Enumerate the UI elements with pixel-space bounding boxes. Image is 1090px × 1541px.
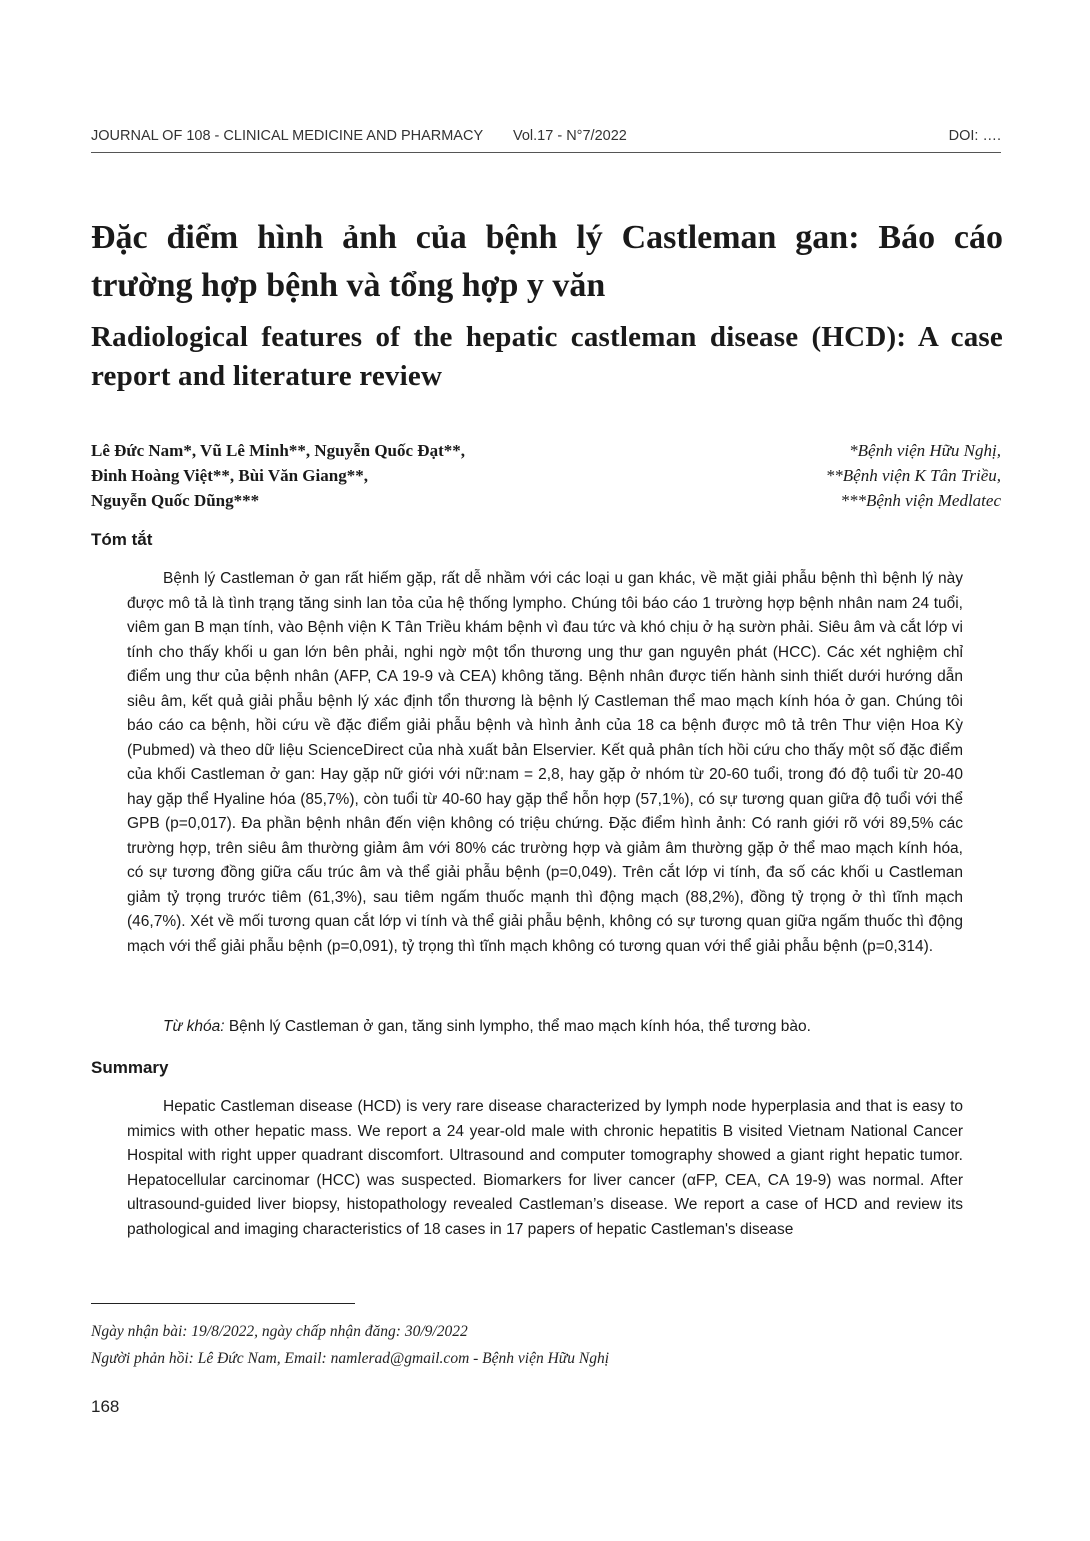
affiliation-line: *Bệnh viện Hữu Nghị, [849,441,1001,460]
author-line: Đinh Hoàng Việt**, Bùi Văn Giang**, [91,466,368,485]
footnote-correspondence: Người phản hồi: Lê Đức Nam, Email: namlerad@gmail.com - Bệnh viện Hữu Nghị [91,1350,610,1367]
keywords [163,1016,963,1038]
keywords-label: Từ khóa: [163,1018,225,1035]
author-line: Lê Đức Nam*, Vũ Lê Minh**, Nguyễn Quốc Đạt**, [91,441,465,460]
journal-volume: Vol.17 - N°7/2022 [513,128,627,144]
abstract-heading: Tóm tắt [91,530,153,549]
author-list [91,438,651,513]
affiliation-line: **Bệnh viện K Tân Triều, [825,466,1001,485]
article-title-english: Radiological features of the hepatic castleman disease (HCD): A case report and literature review [91,321,1003,392]
summary-english: Hepatic Castleman disease (HCD) is very rare disease characterized by lymph node hyperplasia and that is easy to mimics with other hepatic mass. We report a 24 year-old male with chronic hepatitis B visited Vietnam National Cancer Hospital with right upper quadrant discomfort. Ultrasound and computer tomography showed a giant right hepatic tumor. Hepatocellular carcinomar (HCC) was suspected. Biomarkers for liver cancer (αFP, CEA, CA 19-9) was normal. After ultrasound-guided liver biopsy, histopathology revealed Castleman’s disease. We report a case of HCD and review its pathological and imaging characteristics of 18 cases in 17 papers of hepatic Castleman's disease [127,1098,963,1238]
page-number: 168 [91,1397,120,1416]
footnote-divider [91,1303,355,1304]
affiliation-list [601,438,1001,513]
affiliation-line: ***Bệnh viện Medlatec [840,491,1001,510]
doi-label: DOI: …. [948,128,1001,144]
keywords-text: Bệnh lý Castleman ở gan, tăng sinh lympho, thể mao mạch kính hóa, thể tương bào. [224,1018,811,1035]
summary-heading: Summary [91,1058,169,1077]
article-title-vietnamese: Đặc điểm hình ảnh của bệnh lý Castleman gan: Báo cáo trường hợp bệnh và tổng hợp y văn [91,219,1003,304]
running-header [91,128,1001,150]
abstract-vietnamese: Bệnh lý Castleman ở gan rất hiếm gặp, rất dễ nhầm với các loại u gan khác, về mặt giải phẫu bệnh thì bệnh lý này được mô tả là tình trạng tăng sinh lan tỏa của hệ thống lympho. Chúng tôi báo cáo 1 trường hợp bệnh nhân nam 24 tuổi, viêm gan B mạn tính, vào Bệnh viện K Tân Triều khám bệnh vì đau tức và khó chịu ở hạ sườn phải. Siêu âm và cắt lớp vi tính cho thấy khối u gan lớn bên phải, nghi ngờ một tổn thương ung thư gan nguyên phát (HCC). Các xét nghiệm chỉ điểm ung thư của bệnh nhân (AFP, CA 19-9 và CEA) không tăng. Bệnh nhân được tiến hành sinh thiết dưới hướng dẫn siêu âm, kết quả giải phẫu bệnh lý xác định tổn thương là bệnh lý Castleman thể mao mạch kính hóa ở gan. Chúng tôi báo cáo ca bệnh, hồi cứu về đặc điểm giải phẫu bệnh và hình ảnh của 18 ca bệnh được mô tả trên Thư viện Hoa Kỳ (Pubmed) và theo dữ liệu ScienceDirect của nhà xuất bản Elservier. Kết quả phân tích hồi cứu cho thấy một số đặc điểm của khối Castleman ở gan: Hay gặp nữ giới với nữ:nam = 2,8, hay gặp ở nhóm từ 20-60 tuổi, trong đó độ tuổi từ 20-40 hay gặp thể Hyaline hóa (85,7%), còn tuổi từ 40-60 hay gặp thể hỗn hợp (57,1%), có sự tương quan giữa độ tuổi với thể GPB (p=0,017). Đa phần bệnh nhân đến viện không có triệu chứng. Đặc điểm hình ảnh: Có ranh giới rõ với 89,5% các trường hợp, trên siêu âm thường giảm âm với 80% các trường hợp và giảm âm thường gặp ở thể mao mạch kính hóa, có sự tương đồng giữa cấu trúc âm và thể giải phẫu bệnh (p=0,049). Trên cắt lớp vi tính, đa số các khối u Castleman giảm tỷ trọng trước tiêm (61,3%), sau tiêm ngấm thuốc mạnh thì động mạch (88,2%), đồng tỷ trọng ở thì tĩnh mạch (46,7%). Xét về mối tương quan cắt lớp vi tính và thể giải phẫu bệnh, không có sự tương quan giữa ngấm thuốc thì động mạch với thể giải phẫu bệnh (p=0,091), tỷ trọng thì tĩnh mạch không có tương quan với thể giải phẫu bệnh (p=0,314). [127,570,963,955]
author-line: Nguyễn Quốc Dũng*** [91,491,260,510]
journal-name: JOURNAL OF 108 - CLINICAL MEDICINE AND PHARMACY [91,128,484,144]
header-divider [91,152,1001,153]
footnote-received-date: Ngày nhận bài: 19/8/2022, ngày chấp nhận đăng: 30/9/2022 [91,1323,468,1340]
